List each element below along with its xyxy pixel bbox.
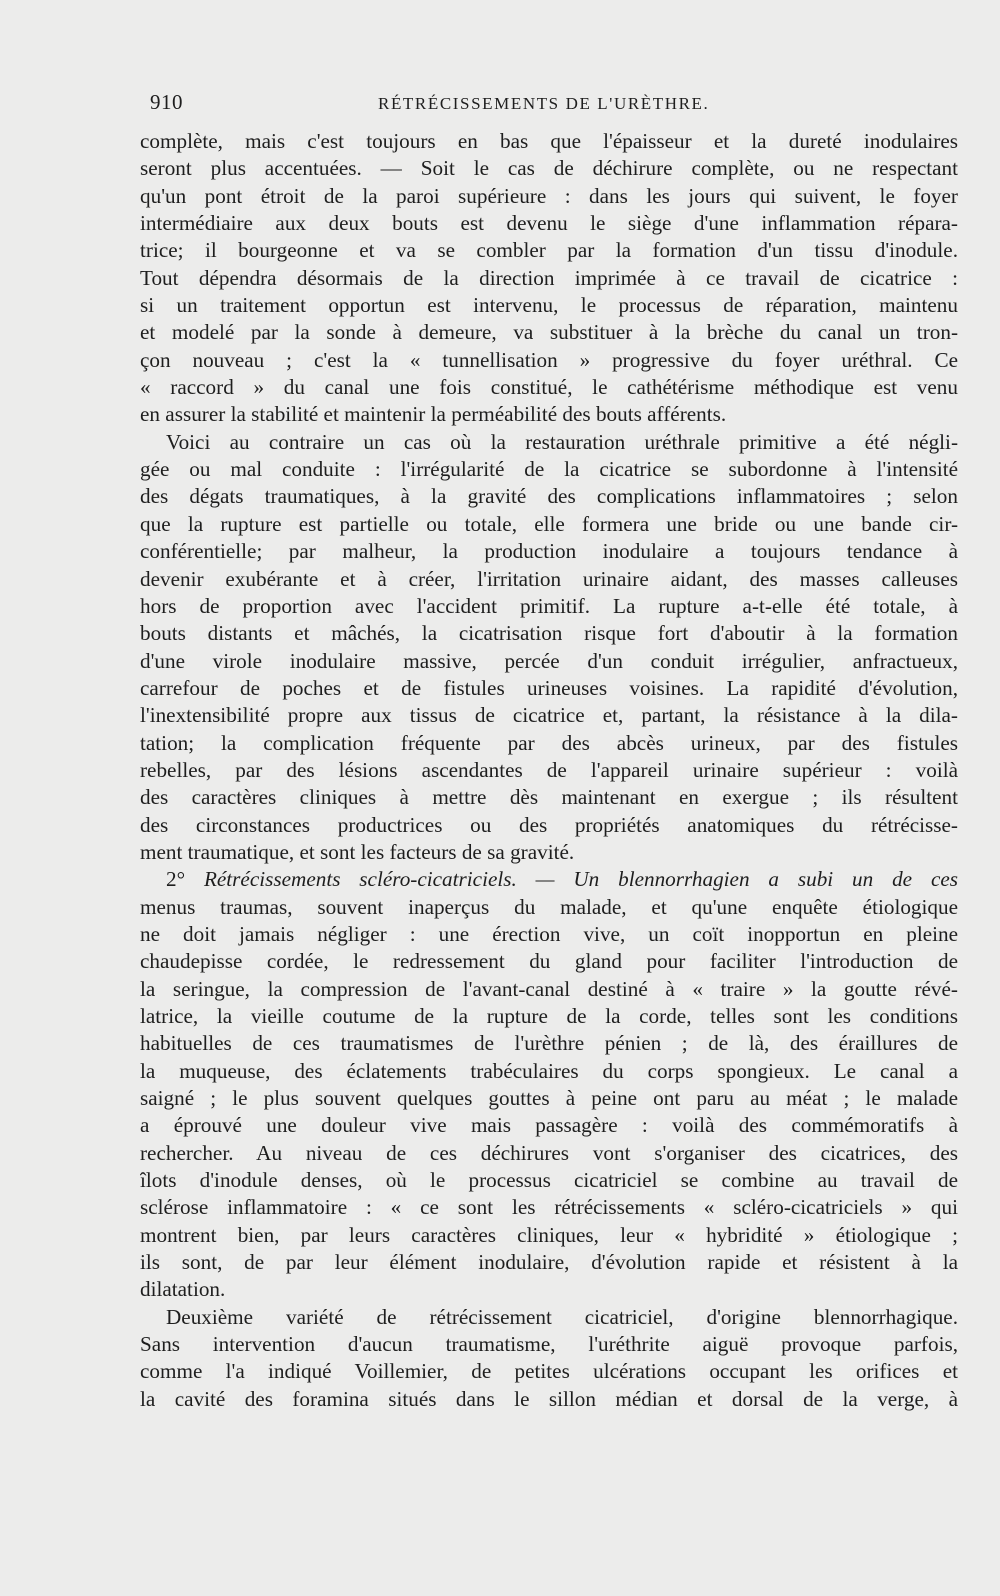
- text-line: îlots d'inodule denses, où le processus cicatriciel se combine au travail de: [140, 1168, 958, 1193]
- text-line: en assurer la stabilité et maintenir la perméabilité des bouts afférents.: [140, 402, 727, 427]
- text-line: intermédiaire aux deux bouts est devenu le siège d'une inflammation répara-: [140, 211, 958, 236]
- text-line: qu'un pont étroit de la paroi supérieure : dans les jours qui suivent, le foyer: [140, 183, 958, 208]
- text-line: rechercher. Au niveau de ces déchirures vont s'organiser des cicatrices, des: [140, 1140, 958, 1165]
- text-line: çon nouveau ; c'est la « tunnellisation » progressive du foyer uréthral. Ce: [140, 347, 958, 372]
- text-line: dilatation.: [140, 1277, 226, 1302]
- text-line: complète, mais c'est toujours en bas que l'épaisseur et la dureté inodulaires: [140, 129, 958, 153]
- page-header: [150, 90, 950, 120]
- text-line: des caractères cliniques à mettre dès maintenant en exergue ; ils résultent: [140, 785, 958, 810]
- section-title: Rétrécissements scléro-cicatriciels. — Un blennorrhagien a subi un de ces: [203, 867, 958, 892]
- text-line: Tout dépendra désormais de la direction imprimée à ce travail de cicatrice :: [140, 265, 958, 290]
- text-line: d'une virole inodulaire massive, percée d'un conduit irrégulier, anfractueux,: [140, 648, 958, 673]
- text-line: montrent bien, par leurs caractères cliniques, leur « hybridité » étiologique ;: [140, 1222, 958, 1247]
- text-line: l'inextensibilité propre aux tissus de cicatrice et, partant, la résistance à la dila-: [140, 703, 958, 728]
- text-line: ment traumatique, et sont les facteurs de sa gravité.: [140, 839, 575, 864]
- text-line: la cavité des foramina situés dans le sillon médian et dorsal de la verge, à: [140, 1386, 958, 1411]
- text-line: ils sont, de par leur élément inodulaire, d'évolution rapide et résistent à la: [140, 1250, 958, 1275]
- text-line: si un traitement opportun est intervenu, le processus de réparation, maintenu: [140, 293, 958, 318]
- text-line: chaudepisse cordée, le redressement du gland pour faciliter l'introduction de: [140, 949, 958, 974]
- section-heading-line: [140, 866, 958, 893]
- text-line: et modelé par la sonde à demeure, va substituer à la brèche du canal un tron-: [140, 320, 958, 345]
- section-number: 2°: [166, 867, 186, 892]
- page-number: 910: [150, 90, 183, 114]
- text-line: « raccord » du canal une fois constitué, le cathétérisme méthodique est venu: [140, 375, 958, 400]
- text-line: seront plus accentuées. — Soit le cas de déchirure complète, ou ne respectant: [140, 156, 958, 181]
- text-line: sclérose inflammatoire : « ce sont les rétrécissements « scléro-cicatriciels » qui: [140, 1195, 958, 1220]
- text-line: des circonstances productrices ou des propriétés anatomiques du rétrécisse-: [140, 812, 958, 837]
- text-line: la seringue, la compression de l'avant-canal destiné à « traire » la goutte révé-: [140, 976, 958, 1001]
- running-title: RÉTRÉCISSEMENTS DE L'URÈTHRE.: [378, 94, 710, 113]
- text-line: carrefour de poches et de fistules urineuses voisines. La rapidité d'évolution,: [140, 675, 958, 700]
- text-line: que la rupture est partielle ou totale, elle formera une bride ou une bande cir-: [140, 511, 958, 536]
- text-line: comme l'a indiqué Voillemier, de petites ulcérations occupant les orifices et: [140, 1359, 958, 1384]
- text-line: trice; il bourgeonne et va se combler par la formation d'un tissu d'inodule.: [140, 238, 958, 263]
- text-line: menus traumas, souvent inaperçus du malade, et qu'une enquête étiologique: [140, 894, 958, 919]
- text-line: devenir exubérante et à créer, l'irritation urinaire aidant, des masses calleuses: [140, 566, 958, 591]
- text-line: Voici au contraire un cas où la restauration uréthrale primitive a été négli-: [166, 429, 958, 454]
- text-line: la muqueuse, des éclatements trabéculaires du corps spongieux. Le canal a: [140, 1058, 958, 1083]
- text-line: latrice, la vieille coutume de la rupture de la corde, telles sont les conditions: [140, 1004, 958, 1028]
- text-line: a éprouvé une douleur vive mais passagère : voilà des commémoratifs à: [140, 1113, 958, 1138]
- text-line: bouts distants et mâchés, la cicatrisation risque fort d'aboutir à la formation: [140, 621, 958, 646]
- text-line: gée ou mal conduite : l'irrégularité de la cicatrice se subordonne à l'intensité: [140, 457, 958, 482]
- text-line: rebelles, par des lésions ascendantes de l'appareil urinaire supérieur : voilà: [140, 757, 958, 782]
- text-line: ne doit jamais négliger : une érection vive, un coït inopportun en pleine: [140, 921, 958, 946]
- text-line: Deuxième variété de rétrécissement cicatriciel, d'origine blennorrhagique.: [166, 1304, 958, 1329]
- text-line: tation; la complication fréquente par des abcès urineux, par des fistules: [140, 730, 958, 755]
- text-line: saigné ; le plus souvent quelques gouttes à peine ont paru au méat ; le malade: [140, 1086, 958, 1111]
- text-line: des dégats traumatiques, à la gravité des complications inflammatoires ; selon: [140, 484, 958, 509]
- text-line: conférentielle; par malheur, la production inodulaire a toujours tendance à: [140, 539, 958, 564]
- text-line: hors de proportion avec l'accident primitif. La rupture a-t-elle été totale, à: [140, 593, 958, 618]
- body-text: [140, 128, 958, 1413]
- text-line: Sans intervention d'aucun traumatisme, l'uréthrite aiguë provoque parfois,: [140, 1332, 958, 1357]
- text-line: habituelles de ces traumatismes de l'urèthre pénien ; de là, des éraillures de: [140, 1031, 958, 1056]
